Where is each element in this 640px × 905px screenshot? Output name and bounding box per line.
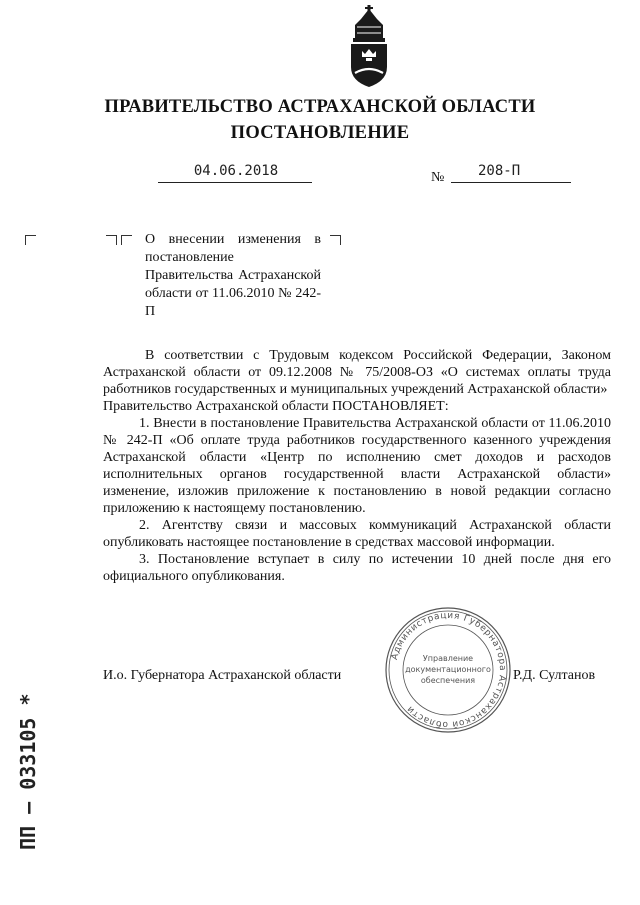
left-margin-bracket: [25, 235, 36, 245]
document-type-title: ПОСТАНОВЛЕНИЕ: [230, 123, 410, 143]
document-body: [103, 347, 611, 585]
stamp-ring-text: Администрация Губернатора Астраханской области: [390, 610, 508, 730]
stamp-center-line-3: обеспечения: [420, 676, 476, 685]
document-number: 208-П: [478, 163, 521, 179]
signatory-name: Р.Д. Султанов: [513, 668, 596, 683]
form-serial-number: ПП – 033105 *: [16, 693, 40, 850]
signatory-position: И.о. Губернатора Астраханской области: [103, 668, 342, 683]
stamp-center-line-2: документационного: [405, 665, 491, 674]
number-underline: [451, 182, 571, 183]
subject-bracket-top-right: [330, 235, 341, 245]
item-1-paragraph: 1. Внести в постановление Правительства Астраханской области от 11.06.2010 № 242-П «Об оплате труда работников государственного казенного учреждения Астраханской области «Центр по исполнению смет доходов и расходов исполнительных органов государственной власти Астраханской области» изменение, изложив приложение к постановлению в новой редакции согласно приложению к настоящему постановлению.: [103, 416, 611, 516]
item-3-paragraph: 3. Постановление вступает в силу по истечении 10 дней после дня его официального опубликования.: [103, 552, 611, 584]
date-underline: [158, 182, 312, 183]
subject-bracket-top-left-b: [121, 235, 132, 245]
item-2-paragraph: 2. Агентству связи и массовых коммуникаций Астраханской области опубликовать настоящее постановление в средствах массовой информации.: [103, 518, 611, 550]
document-date: 04.06.2018: [193, 163, 279, 179]
subject-bracket-top-left-a: [106, 235, 117, 245]
coat-of-arms-emblem: [345, 5, 393, 89]
stamp-center-line-1: Управление: [422, 654, 474, 663]
document-subject: О внесении изменения в постановление Правительства Астраханской области от 11.06.2010 № 242-П: [145, 232, 321, 319]
number-sign: №: [431, 170, 445, 185]
government-title: ПРАВИТЕЛЬСТВО АСТРАХАНСКОЙ ОБЛАСТИ: [104, 97, 536, 117]
official-stamp: [383, 605, 513, 735]
preamble-paragraph: В соответствии с Трудовым кодексом Российской Федерации, Законом Астраханской области от 09.12.2008 № 75/2008-ОЗ «О системах оплаты труда работников государственных и муниципальных учреждений Астраханской области»: [103, 348, 611, 397]
decree-paragraph: Правительство Астраханской области ПОСТАНОВЛЯЕТ:: [103, 399, 449, 414]
